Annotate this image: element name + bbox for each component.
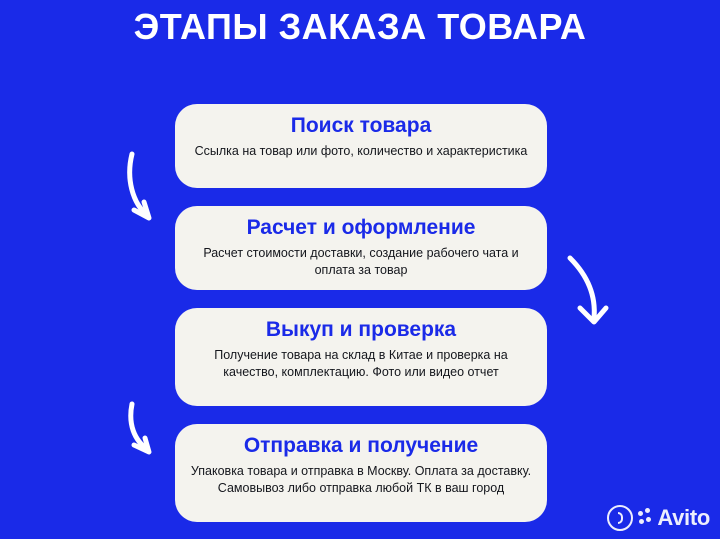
- step-card-3: [175, 308, 547, 406]
- arrow-down-icon: [122, 148, 178, 228]
- arrow-down-icon: [122, 400, 178, 462]
- step-title-2: Расчет и оформление: [246, 216, 476, 239]
- step-card-1: [175, 104, 547, 188]
- step-description-1: Ссылка на товар или фото, количество и характеристика: [194, 144, 528, 159]
- step-title-1: Поиск товара: [290, 114, 432, 137]
- step-card-2: [175, 206, 547, 290]
- step-card-4: [175, 424, 547, 522]
- avito-dots-icon: [638, 508, 652, 528]
- step-title-3: Выкуп и проверка: [265, 318, 457, 341]
- watermark-label: Avito: [657, 505, 710, 530]
- arrow-down-icon: [562, 252, 618, 332]
- avito-logo-icon: [607, 505, 633, 531]
- step-description-2: Расчет стоимости доставки, создание рабочего чата и оплата за товар: [203, 246, 519, 277]
- step-title-4: Отправка и получение: [243, 434, 479, 457]
- page-title: ЭТАПЫ ЗАКАЗА ТОВАРА: [133, 6, 587, 47]
- watermark: [607, 505, 710, 531]
- step-description-3: Получение товара на склад в Китае и проверка на качество, комплектацию. Фото или видео отчет: [214, 348, 508, 379]
- step-description-4: Упаковка товара и отправка в Москву. Оплата за доставку. Самовывоз либо отправка любой ТК в ваш город: [190, 464, 532, 495]
